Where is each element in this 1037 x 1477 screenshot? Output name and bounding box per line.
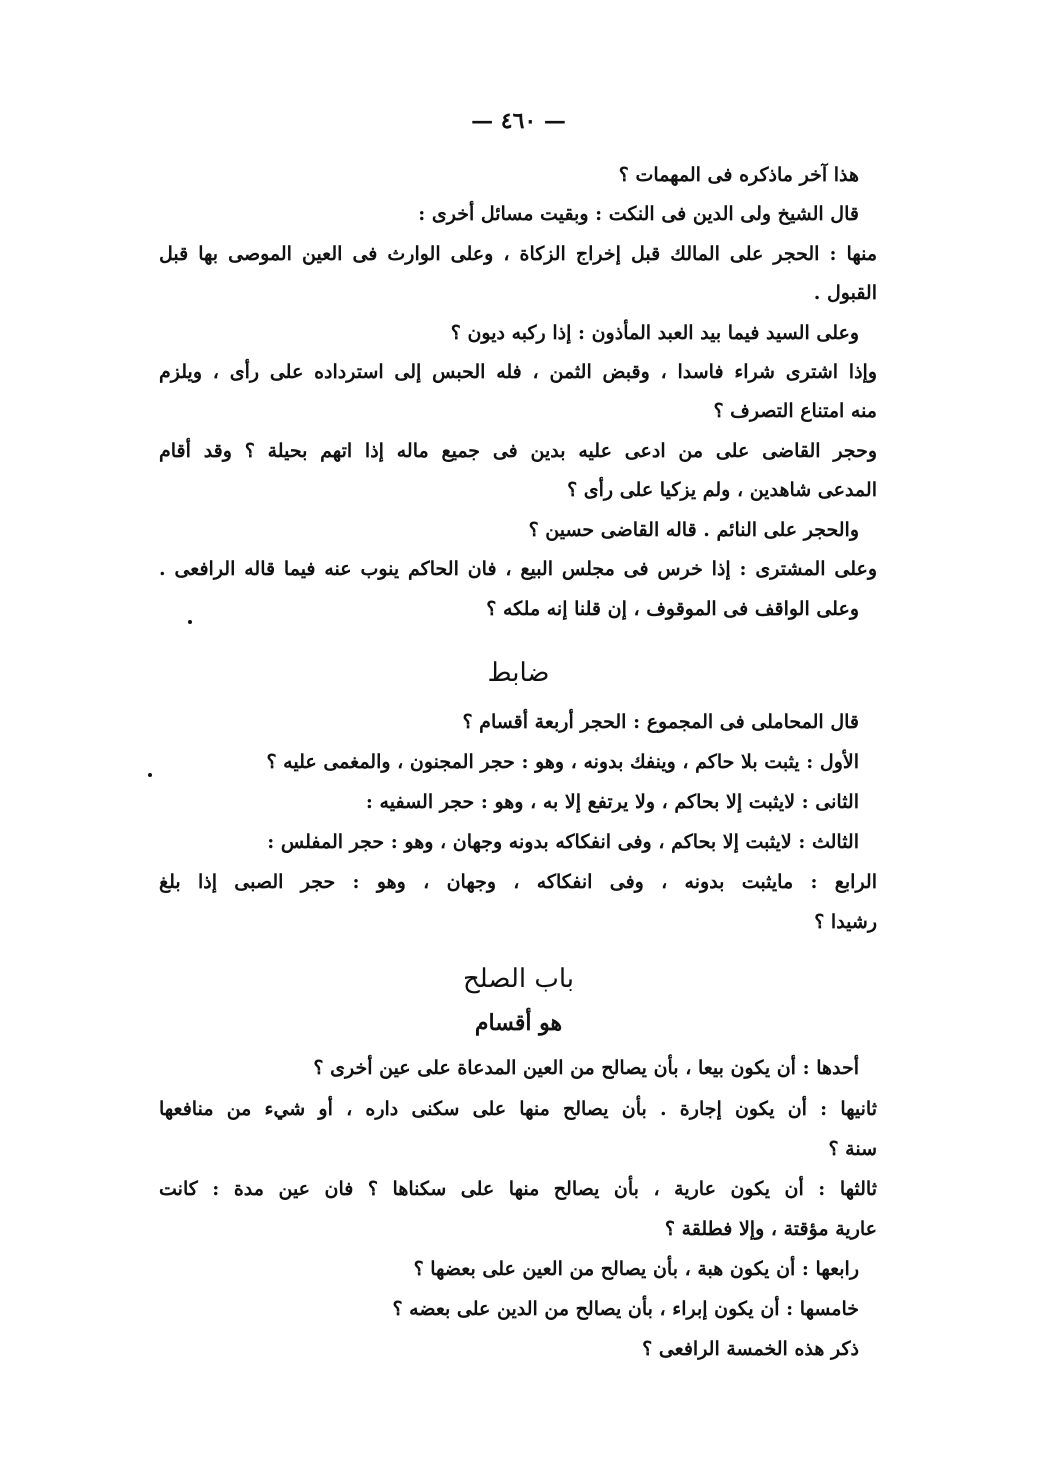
text-line: هذا آخر ماذكره فى المهمات ؟ bbox=[618, 164, 859, 186]
chapter-heading: باب الصلح bbox=[463, 964, 574, 994]
text-line: وإذا اشترى شراء فاسدا ، وقبض الثمن ، فله الحبس إلى استرداده على رأى ، ويلزم bbox=[159, 361, 877, 383]
text-line: عارية مؤقتة ، وإلا فطلقة ؟ bbox=[664, 1218, 877, 1240]
stray-mark bbox=[188, 620, 192, 624]
stray-mark bbox=[148, 773, 152, 777]
text-line: قال الشيخ ولى الدين فى النكت : وبقيت مسائل أخرى : bbox=[418, 203, 859, 225]
text-line: منه امتناع التصرف ؟ bbox=[713, 400, 877, 422]
text-line: الأول : يثبت بلا حاكم ، وينفك بدونه ، وهو : حجر المجنون ، والمغمى عليه ؟ bbox=[266, 751, 859, 773]
text-line: ثانيها : أن يكون إجارة . بأن يصالح منها على سكنى داره ، أو شيء من منافعها bbox=[159, 1098, 877, 1120]
text-line: وعلى السيد فيما بيد العبد المأذون : إذا ركبه ديون ؟ bbox=[450, 322, 859, 344]
text-line: سنة ؟ bbox=[828, 1138, 877, 1160]
text-line: قال المحاملى فى المجموع : الحجر أربعة أقسام ؟ bbox=[462, 711, 859, 733]
text-line: رابعها : أن يكون هبة ، بأن يصالح من العين على بعضها ؟ bbox=[413, 1258, 859, 1280]
chapter-subheading: هو أقسام bbox=[474, 1010, 563, 1036]
section-heading-dabit: ضابط bbox=[487, 658, 550, 688]
text-line: المدعى شاهدين ، ولم يزكيا على رأى ؟ bbox=[567, 479, 877, 501]
text-line: وعلى المشترى : إذا خرس فى مجلس البيع ، فان الحاكم ينوب عنه فيما قاله الرافعى . bbox=[159, 558, 877, 580]
text-line: منها : الحجر على المالك قبل إخراج الزكاة ، وعلى الوارث فى العين الموصى بها قبل bbox=[159, 243, 877, 265]
text-line: خامسها : أن يكون إبراء ، بأن يصالح من الدين على بعضه ؟ bbox=[392, 1298, 859, 1320]
text-line: وحجر القاضى على من ادعى عليه بدين فى جميع ماله إذا اتهم بحيلة ؟ وقد أقام bbox=[159, 440, 877, 462]
text-line: والحجر على النائم . قاله القاضى حسين ؟ bbox=[528, 519, 859, 541]
page-number: — ٤٦٠ — bbox=[471, 108, 566, 134]
text-line: الثانى : لايثبت إلا بحاكم ، ولا يرتفع إلا به ، وهو : حجر السفيه : bbox=[365, 791, 859, 813]
text-line: ذكر هذه الخمسة الرافعى ؟ bbox=[642, 1338, 859, 1360]
text-line: ثالثها : أن يكون عارية ، بأن يصالح منها على سكناها ؟ فان عين مدة : كانت bbox=[159, 1178, 877, 1200]
text-line: أحدها : أن يكون بيعا ، بأن يصالح من العين المدعاة على عين أخرى ؟ bbox=[313, 1057, 859, 1079]
text-line: القبول . bbox=[813, 282, 877, 304]
text-line: الثالث : لايثبت إلا بحاكم ، وفى انفكاكه بدونه وجهان ، وهو : حجر المفلس : bbox=[267, 831, 859, 853]
text-line: وعلى الواقف فى الموقوف ، إن قلنا إنه ملكه ؟ bbox=[486, 598, 859, 620]
text-line: الرابع : مايثبت بدونه ، وفى انفكاكه ، وجهان ، وهو : حجر الصبى إذا بلغ bbox=[159, 871, 877, 893]
text-line: رشيدا ؟ bbox=[814, 911, 877, 933]
